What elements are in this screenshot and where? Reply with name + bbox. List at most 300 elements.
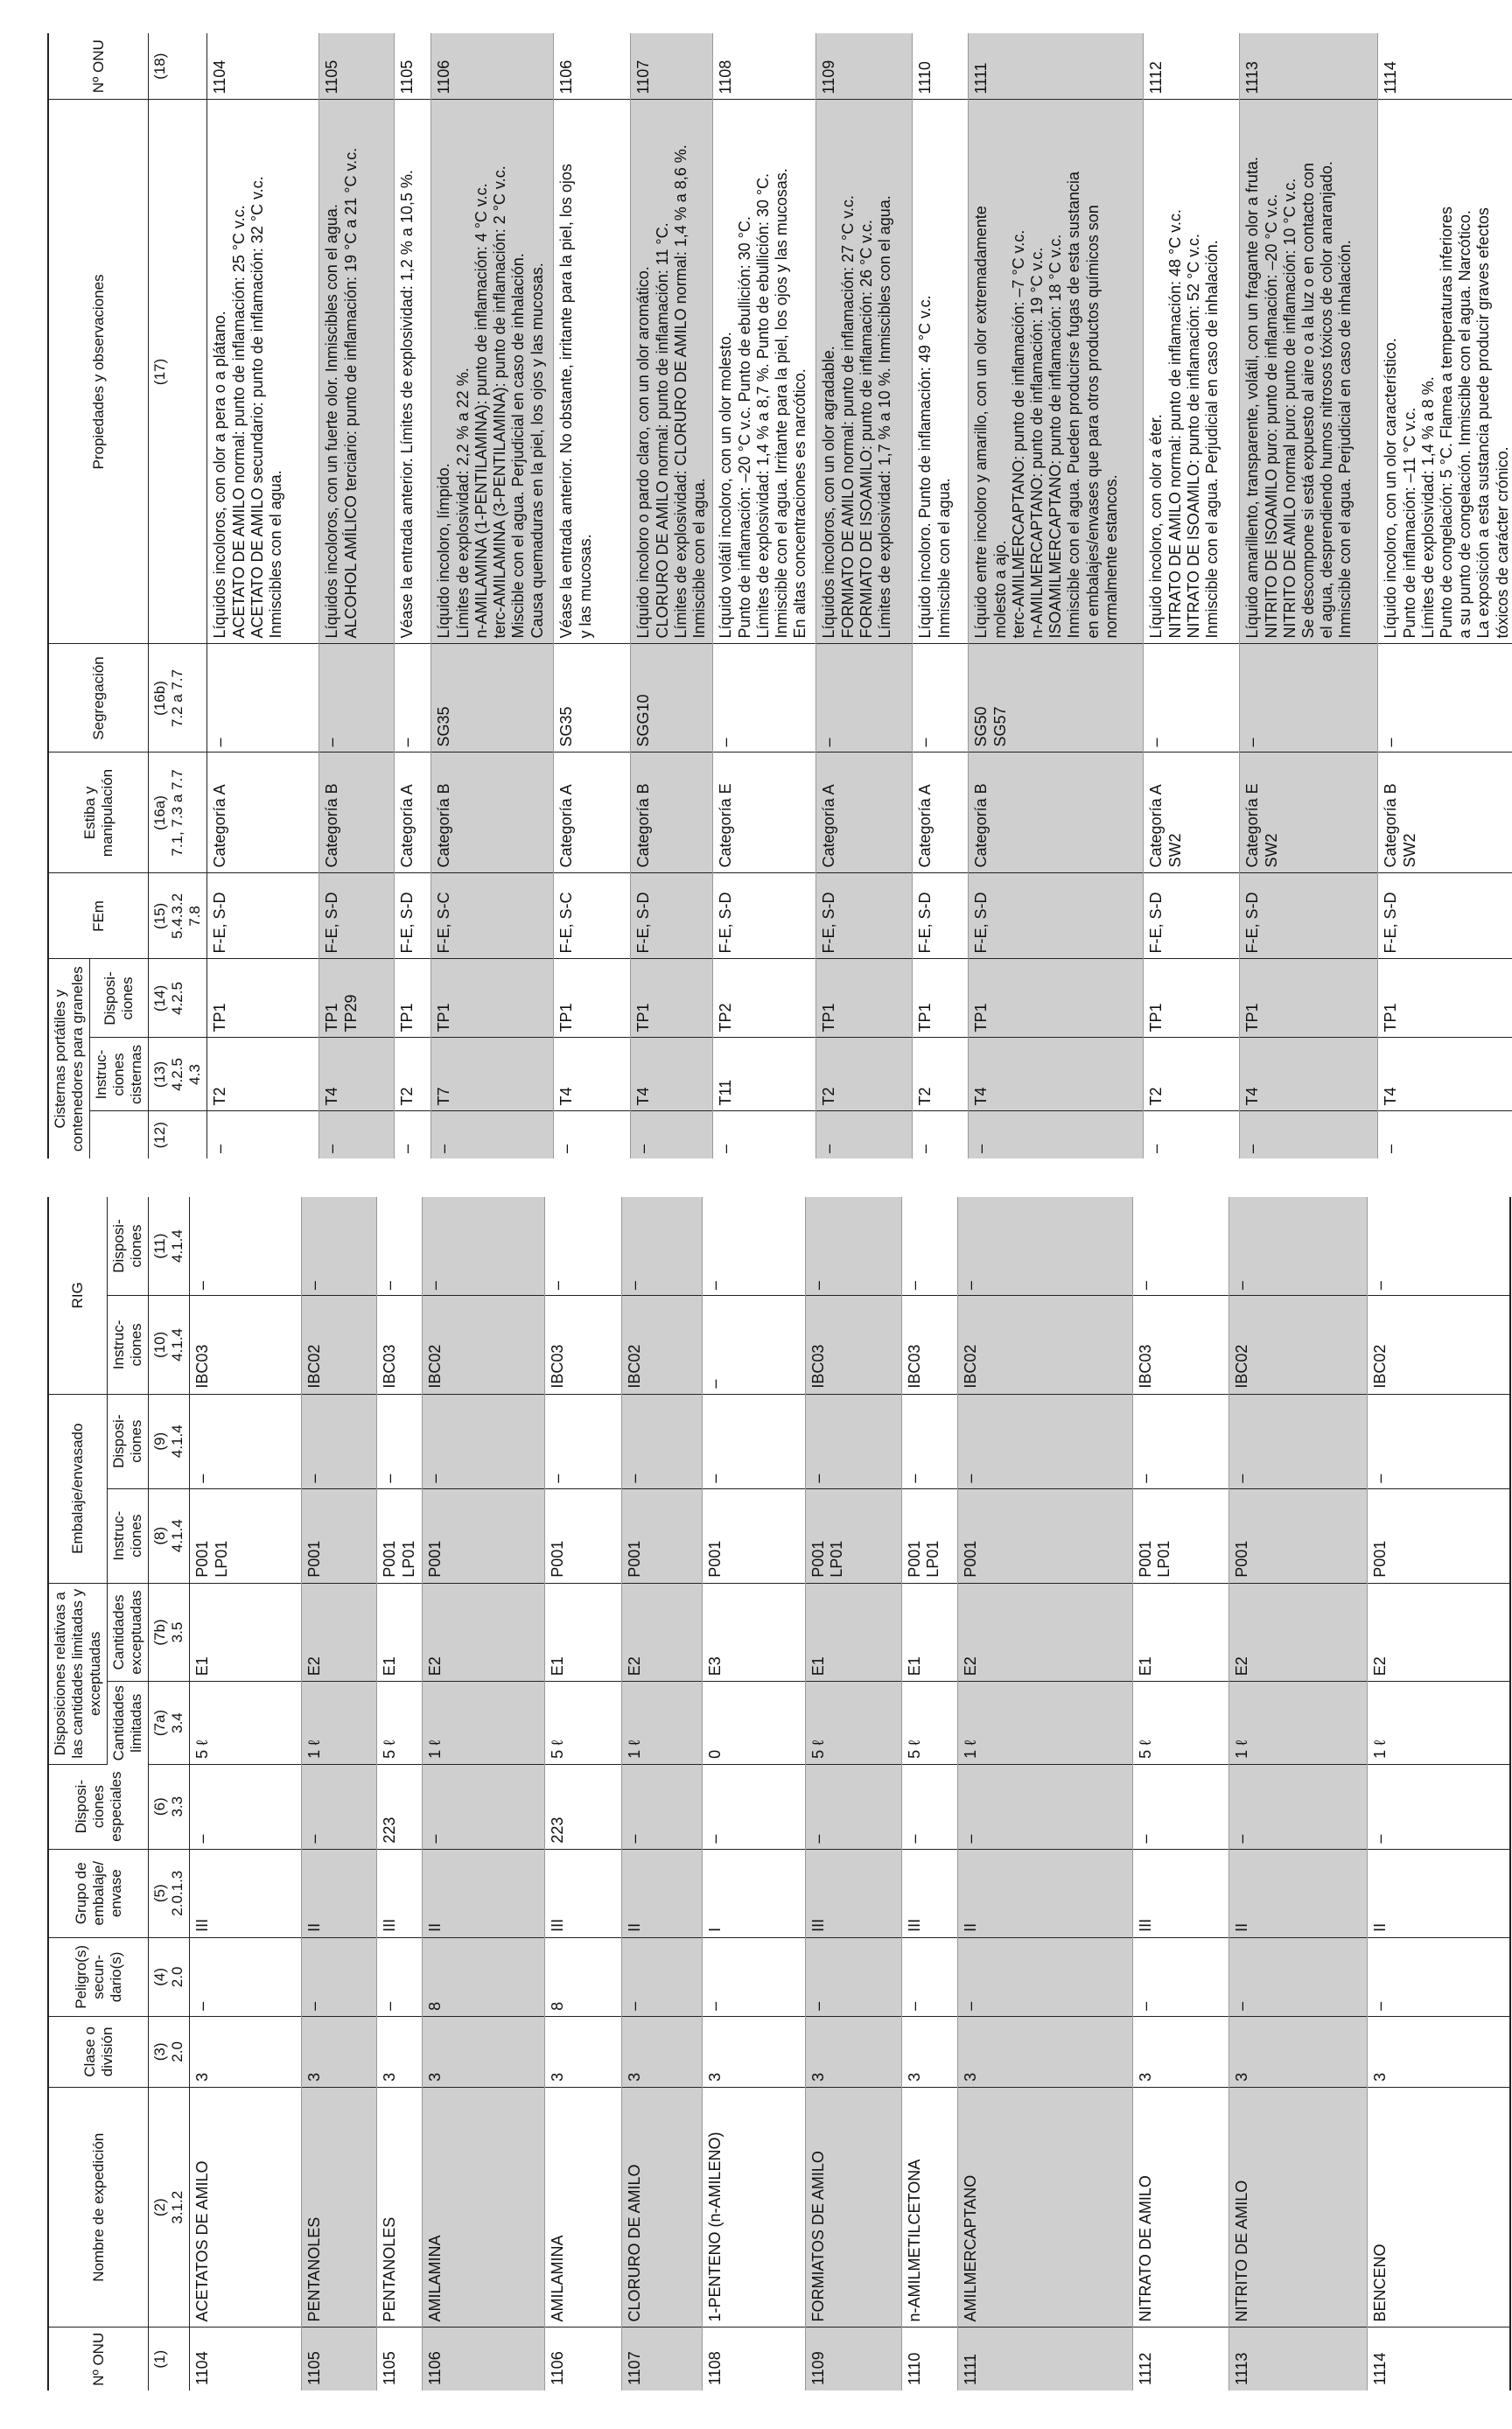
column-number-label: (6) (151, 1797, 169, 1816)
property-line: ACETATO DE AMILO secundario: punto de inflamación: 32 °C v.c. (248, 176, 266, 639)
property-line: Líquido entre incoloro y amarillo, con un olor extremadamente (972, 206, 990, 639)
properties-cell (395, 100, 431, 644)
stowage-code: Categoría B (435, 783, 453, 868)
column-reference: 7.8 (186, 906, 204, 927)
header-special-provisions: Disposi- ciones especiales (48, 1764, 149, 1849)
stowage-cell (319, 752, 395, 873)
un-number-cell: 1105 (302, 2328, 377, 2390)
packing-group-cell: II (302, 1849, 377, 1937)
table-row (901, 1197, 957, 2390)
header-stowage: Estiba y manipulación (48, 752, 149, 873)
property-line: Causa quemaduras en la piel, los ojos y las mucosas. (528, 262, 546, 639)
header-limited-excepted: Disposiciones relativas a las cantidades limitadas y exceptuadas (48, 1583, 108, 1764)
column-reference: 3.4 (169, 1712, 186, 1733)
class-cell: 3 (702, 2016, 805, 2087)
header-ibc-provisions: Disposi- ciones (108, 1197, 149, 1296)
property-line: Miscible con el agua. Perjudicial en caso de inhalación. (509, 253, 528, 639)
column-reference: 4.1.4 (169, 1519, 186, 1553)
excepted-quantity-cell: E2 (422, 1583, 544, 1682)
stowage-code: Categoría B (634, 783, 653, 868)
segregation-code: SG35 (435, 706, 453, 747)
column-number-label: (9) (151, 1432, 169, 1451)
property-line: Inmiscible con el agua. Pueden producirse fugas de esta sustancia (1065, 172, 1083, 639)
limited-quantity-cell: 1 ℓ (957, 1682, 1132, 1765)
col12-cell: – (395, 1111, 431, 1158)
class-cell: 3 (544, 2016, 621, 2087)
header-ibc-instructions: Instruc- ciones (108, 1296, 149, 1395)
packing-instructions-cell (805, 1488, 901, 1583)
packing-group-cell: II (957, 1849, 1132, 1937)
column-number (149, 100, 207, 644)
column-reference: 4.1.4 (169, 1229, 186, 1263)
property-line: Líquidos incoloros, con un fuerte olor. Inmiscibles con el agua. (323, 204, 341, 639)
property-line: Líquido volátil incoloro, con un olor molesto. (717, 332, 735, 639)
property-line: n-AMILAMINA (1-PENTILAMINA): punto de inflamación: 4 °C v.c. (472, 183, 490, 639)
table-row (805, 1197, 901, 2390)
property-line: Límites de explosividad: 1,4 % a 8,7 %. Punto de ebullición: 30 °C. (753, 172, 772, 639)
segregation-cell (431, 644, 554, 752)
property-line: en embalajes/envases que para otros productos químicos son (1083, 205, 1102, 639)
header-properties: Propiedades y observaciones (48, 100, 149, 644)
ibc-instructions-cell: IBC03 (1132, 1296, 1228, 1395)
table-row (969, 33, 1144, 1158)
column-number (149, 1197, 190, 1296)
tank-provisions-cell (1240, 959, 1378, 1038)
property-line: Líquido incoloro, límpido. (435, 463, 453, 639)
header-pkg-provisions: Disposi- ciones (108, 1394, 149, 1488)
table-row (422, 1197, 544, 2390)
column-number-label: (3) (151, 2042, 169, 2062)
un-number-cell: 1105 (319, 33, 395, 100)
subsidiary-risk-cell: – (302, 1937, 377, 2016)
ems-cell: F-E, S-D (319, 873, 395, 959)
un-number-cell: 1112 (1144, 33, 1240, 100)
limited-quantity-cell: 1 ℓ (302, 1682, 377, 1765)
column-number-label: (18) (151, 52, 169, 80)
column-number (149, 1394, 190, 1488)
class-cell: 3 (621, 2016, 702, 2087)
tank-instructions-cell: T4 (1378, 1038, 1512, 1111)
un-number-cell: 1105 (395, 33, 431, 100)
property-line: Inmiscibles con el agua. (267, 470, 285, 639)
class-cell: 3 (1132, 2016, 1228, 2087)
column-reference: 3.5 (169, 1621, 186, 1643)
right-table-body (207, 33, 1512, 1158)
properties-cell (554, 100, 631, 644)
excepted-quantity-cell: E1 (377, 1583, 422, 1682)
packing-instruction: P001 (961, 1540, 979, 1578)
packing-provisions-cell: – (377, 1394, 422, 1488)
tank-provision: TP1 (916, 1003, 934, 1032)
subsidiary-risk-cell: – (1228, 1937, 1367, 2016)
class-cell: 3 (1228, 2016, 1367, 2087)
special-provisions-cell: – (805, 1764, 901, 1849)
header-proper-name: Nombre de expedición (48, 2087, 149, 2328)
stowage-code: Categoría A (916, 784, 934, 868)
packing-provisions-cell: – (805, 1394, 901, 1488)
packing-group-cell: III (190, 1849, 302, 1937)
col12-cell: – (554, 1111, 631, 1158)
column-number-label: (10) (151, 1331, 169, 1359)
segregation-cell (319, 644, 395, 752)
class-cell: 3 (302, 2016, 377, 2087)
property-line: Líquido incoloro. Punto de inflamación: 49 °C v.c. (916, 295, 934, 639)
column-reference: 7.1, 7.3 a 7.7 (169, 769, 186, 857)
property-line: En altas concentraciones es narcótico. (791, 368, 809, 639)
stowage-code: Categoría A (557, 784, 576, 868)
ibc-instructions-cell: IBC03 (377, 1296, 422, 1395)
tank-provision: TP1 (435, 1003, 453, 1032)
ibc-instructions-cell: IBC02 (422, 1296, 544, 1395)
packing-instruction: P001 (1232, 1540, 1250, 1578)
stowage-cell (969, 752, 1144, 873)
segregation-code: – (211, 738, 229, 747)
limited-quantity-cell: 1 ℓ (621, 1682, 702, 1765)
properties-cell (969, 100, 1144, 644)
table-row (190, 1197, 302, 2390)
table-row (207, 33, 319, 1158)
un-number-cell: 1111 (957, 2328, 1132, 2390)
left-table-body (190, 1197, 1510, 2390)
packing-instructions-cell (377, 1488, 422, 1583)
stowage-code: Categoría B (972, 783, 990, 868)
header-pkg-instructions: Instruc- ciones (108, 1488, 149, 1583)
property-line: n-AMILMERCAPTANO: punto de inflamación: 19 °C v.c. (1028, 247, 1046, 639)
ems-cell: F-E, S-D (395, 873, 431, 959)
stowage-cell (1240, 752, 1378, 873)
packing-instructions-cell (544, 1488, 621, 1583)
packing-instruction: P001 (905, 1540, 923, 1578)
special-provisions-cell: – (302, 1764, 377, 1849)
segregation-cell (1144, 644, 1240, 752)
class-cell: 3 (957, 2016, 1132, 2087)
proper-name-cell: FORMIATOS DE AMILO (805, 2087, 901, 2328)
segregation-cell (913, 644, 969, 752)
column-number (149, 1849, 190, 1937)
column-number-label: (13) (151, 1060, 169, 1088)
header-tanks: Cisternas portátiles y contenedores para graneles (48, 959, 90, 1158)
property-line: Líquido incoloro, con olor a éter. (1147, 414, 1166, 639)
stowage-code: SW2 (1262, 833, 1280, 868)
property-line: normalmente estancos. (1102, 474, 1120, 639)
stowage-code: Categoría B (323, 783, 341, 868)
col12-cell: – (816, 1111, 913, 1158)
tank-provisions-cell (207, 959, 319, 1038)
packing-group-cell: II (621, 1849, 702, 1937)
column-number-label: (8) (151, 1526, 169, 1545)
segregation-cell (631, 644, 713, 752)
proper-name-cell: AMILAMINA (544, 2087, 621, 2328)
un-number-cell: 1104 (207, 33, 319, 100)
col12-cell: – (1144, 1111, 1240, 1158)
packing-instruction: P001 (193, 1540, 212, 1578)
stowage-cell (431, 752, 554, 873)
property-line: Punto de congelación: 5 °C. Flamea a temperaturas inferiores (1438, 206, 1456, 639)
properties-cell (1378, 100, 1512, 644)
un-number-cell: 1107 (631, 33, 713, 100)
header-ems: FEm (48, 873, 149, 959)
ibc-provisions-cell: – (302, 1197, 377, 1296)
stowage-code: Categoría E (1243, 783, 1262, 868)
ibc-provisions-cell: – (901, 1197, 957, 1296)
table-row (319, 33, 395, 1158)
property-line: Inmiscible con el agua. Perjudicial en caso de inhalación. (1203, 240, 1222, 639)
column-number (149, 1583, 190, 1682)
property-line: Límites de explosividad: 2,2 % a 22 %. (453, 368, 472, 639)
property-line: Líquidos incoloros, con un olor agradable. (820, 346, 838, 639)
tank-provisions-cell (713, 959, 816, 1038)
property-line: Inmiscible con el agua. Irritante para la piel, los ojos y las mucosas. (773, 168, 791, 639)
ems-cell: F-E, S-D (207, 873, 319, 959)
stowage-code: Categoría A (820, 784, 838, 868)
column-number-label: (5) (151, 1884, 169, 1903)
property-line: NITRITO DE ISOAMILO puro: punto de inflamación: –20 °C v.c. (1262, 193, 1280, 639)
column-number (149, 1764, 190, 1849)
packing-provisions-cell: – (621, 1394, 702, 1488)
tank-instructions-cell: T4 (554, 1038, 631, 1111)
column-number-row (149, 33, 207, 1158)
column-number (149, 1682, 190, 1765)
table-row (631, 33, 713, 1158)
packing-group-cell: II (1367, 1849, 1510, 1937)
packing-instructions-cell (702, 1488, 805, 1583)
packing-group-cell: I (702, 1849, 805, 1937)
un-number-cell: 1113 (1240, 33, 1378, 100)
ibc-provisions-cell: – (190, 1197, 302, 1296)
col12-cell: – (207, 1111, 319, 1158)
tank-provisions-cell (969, 959, 1144, 1038)
dangerous-goods-list-right (47, 33, 1512, 1158)
un-number-cell: 1108 (702, 2328, 805, 2390)
column-reference: 7.2 a 7.7 (169, 668, 186, 728)
property-line: Véase la entrada anterior. Límites de explosividad: 1,2 % a 10,5 %. (398, 170, 416, 639)
table-row (713, 33, 816, 1158)
property-line: NITRATO DE AMILO normal: punto de inflamación: 48 °C v.c. (1166, 209, 1184, 639)
packing-instruction: P001 (1136, 1540, 1154, 1578)
packing-provisions-cell: – (422, 1394, 544, 1488)
column-reference: 2.0.1.3 (169, 1870, 186, 1916)
ems-cell: F-E, S-D (816, 873, 913, 959)
proper-name-cell: PENTANOLES (377, 2087, 422, 2328)
header-un-no: Nº ONU (48, 2328, 149, 2390)
packing-instructions-cell (957, 1488, 1132, 1583)
property-line: Inmiscible con el agua. Perjudicial en caso de inhalación. (1336, 240, 1354, 639)
subsidiary-risk-cell: – (377, 1937, 422, 2016)
column-reference: 4.1.4 (169, 1424, 186, 1459)
ems-cell: F-E, S-D (713, 873, 816, 959)
ibc-instructions-cell: IBC03 (544, 1296, 621, 1395)
stowage-cell (395, 752, 431, 873)
packing-instructions-cell (1228, 1488, 1367, 1583)
table-row (1132, 1197, 1228, 2390)
property-line: NITRITO DE AMILO normal puro: punto de inflamación: 10 °C v.c. (1280, 178, 1298, 639)
ibc-instructions-cell: IBC02 (957, 1296, 1132, 1395)
un-number-cell: 1106 (422, 2328, 544, 2390)
tank-provision: TP1 (557, 1003, 576, 1032)
column-reference: 2.0 (169, 2041, 186, 2062)
column-number (149, 1937, 190, 2016)
subsidiary-risk-cell: 8 (544, 1937, 621, 2016)
stowage-cell (713, 752, 816, 873)
class-cell: 3 (901, 2016, 957, 2087)
tank-instructions-cell: T11 (713, 1038, 816, 1111)
tank-provisions-cell (319, 959, 395, 1038)
property-line: Límites de explosividad: CLORURO DE AMILO normal: 1,4 % a 8,6 %. (671, 144, 690, 639)
property-line: a su punto de congelación. Inmiscible con el agua. Narcótico. (1456, 210, 1474, 639)
column-number-label: (16a) (151, 795, 169, 830)
properties-cell (913, 100, 969, 644)
proper-name-cell: CLORURO DE AMILO (621, 2087, 702, 2328)
table-row (431, 33, 554, 1158)
column-reference: 4.2.5 (169, 982, 186, 1015)
special-provisions-cell: – (957, 1764, 1132, 1849)
property-line: Se descompone si está expuesto al aire o a la luz o en contacto con (1299, 163, 1318, 639)
segregation-code: – (1382, 738, 1400, 747)
column-reference: 5.4.3.2 (169, 892, 186, 939)
property-line: ACETATO DE AMILO normal: punto de inflamación: 25 °C v.c. (229, 205, 248, 639)
column-number-label: (12) (151, 1122, 169, 1149)
property-line: NITRATO DE ISOAMILO: punto de inflamación: 52 °C v.c. (1184, 234, 1202, 639)
tank-provisions-cell (631, 959, 713, 1038)
proper-name-cell: NITRATO DE AMILO (1132, 2087, 1228, 2328)
un-number-cell: 1105 (377, 2328, 422, 2390)
subsidiary-risk-cell: 8 (422, 1937, 544, 2016)
subsidiary-risk-cell: – (702, 1937, 805, 2016)
packing-instruction: P001 (1370, 1540, 1389, 1578)
property-line: Inmiscible con el agua. (690, 478, 709, 639)
segregation-code: – (1147, 738, 1166, 747)
un-number-cell: 1114 (1367, 2328, 1510, 2390)
tank-instructions-cell: T2 (395, 1038, 431, 1111)
tank-instructions-cell: T2 (913, 1038, 969, 1111)
special-provisions-cell: – (901, 1764, 957, 1849)
un-number-cell: 1107 (621, 2328, 702, 2390)
stowage-code: Categoría A (211, 784, 229, 868)
properties-cell (431, 100, 554, 644)
excepted-quantity-cell: E1 (805, 1583, 901, 1682)
ems-cell: F-E, S-D (913, 873, 969, 959)
subsidiary-risk-cell: – (190, 1937, 302, 2016)
ibc-instructions-cell: IBC02 (1228, 1296, 1367, 1395)
header-col12 (90, 1111, 149, 1158)
special-provisions-cell: 223 (377, 1764, 422, 1849)
ibc-provisions-cell: – (957, 1197, 1132, 1296)
table-row (1228, 1197, 1367, 2390)
column-number (149, 1296, 190, 1395)
stowage-cell (1378, 752, 1512, 873)
tank-provisions-cell (913, 959, 969, 1038)
property-line: molesto a ajo. (990, 540, 1009, 639)
special-provisions-cell: – (1367, 1764, 1510, 1849)
column-number (149, 959, 207, 1038)
packing-instructions-cell (422, 1488, 544, 1583)
special-provisions-cell: – (1228, 1764, 1367, 1849)
column-reference: 3.1.2 (169, 2190, 186, 2224)
un-number-cell: 1109 (816, 33, 913, 100)
header-packing-group: Grupo de embalaje/ envase (48, 1849, 149, 1937)
property-line: el agua, desprendiendo humos nitrosos tóxicos de color anaranjado. (1318, 161, 1336, 639)
packing-instruction: P001 (808, 1540, 827, 1578)
excepted-quantity-cell: E1 (544, 1583, 621, 1682)
ems-cell: F-E, S-D (1240, 873, 1378, 959)
stowage-code: Categoría B (1382, 783, 1400, 868)
property-line: Véase la entrada anterior. No obstante, irritante para la piel, los ojos (557, 164, 576, 639)
un-number-cell: 1110 (913, 33, 969, 100)
stowage-cell (816, 752, 913, 873)
packing-instruction: LP01 (1155, 1540, 1173, 1578)
property-line: ALCOHOL AMÍLICO terciario: punto de inflamación: 19 °C a 21 °C v.c. (341, 147, 360, 639)
stowage-cell (207, 752, 319, 873)
un-number-cell: 1110 (901, 2328, 957, 2390)
packing-provisions-cell: – (1132, 1394, 1228, 1488)
packing-instruction: P001 (305, 1540, 324, 1578)
property-line: FORMIATO DE AMILO normal: punto de inflamación: 27 °C v.c. (838, 195, 857, 639)
tank-provisions-cell (395, 959, 431, 1038)
column-number (149, 1488, 190, 1583)
ems-cell: F-E, S-C (554, 873, 631, 959)
ibc-instructions-cell: IBC02 (302, 1296, 377, 1395)
tank-provisions-cell (431, 959, 554, 1038)
proper-name-cell: PENTANOLES (302, 2087, 377, 2328)
packing-instruction: LP01 (399, 1540, 417, 1578)
limited-quantity-cell: 5 ℓ (1132, 1682, 1228, 1765)
packing-instruction: P001 (705, 1540, 724, 1578)
segregation-code: SG50 (972, 706, 990, 747)
excepted-quantity-cell: E3 (702, 1583, 805, 1682)
limited-quantity-cell: 5 ℓ (805, 1682, 901, 1765)
packing-instructions-cell (621, 1488, 702, 1583)
column-number (149, 33, 207, 100)
segregation-cell (713, 644, 816, 752)
excepted-quantity-cell: E1 (190, 1583, 302, 1682)
tank-provision: TP1 (211, 1003, 229, 1032)
stowage-code: Categoría A (398, 784, 416, 868)
property-line: terc-AMILAMINA (3-PENTILAMINA): punto de inflamación: 2 °C v.c. (491, 165, 509, 639)
stowage-code: Categoría A (1147, 784, 1166, 868)
segregation-cell (554, 644, 631, 752)
table-row (1367, 1197, 1510, 2390)
properties-cell (631, 100, 713, 644)
stowage-code: SW2 (1166, 833, 1184, 868)
ibc-provisions-cell: – (621, 1197, 702, 1296)
properties-cell (1144, 100, 1240, 644)
ems-cell: F-E, S-D (631, 873, 713, 959)
tank-instructions-cell: T4 (631, 1038, 713, 1111)
special-provisions-cell: – (1132, 1764, 1228, 1849)
segregation-code: – (398, 738, 416, 747)
properties-cell (1240, 100, 1378, 644)
limited-quantity-cell: 1 ℓ (1228, 1682, 1367, 1765)
properties-cell (816, 100, 913, 644)
tank-provision: TP1 (634, 1003, 653, 1032)
ibc-instructions-cell: – (702, 1296, 805, 1395)
excepted-quantity-cell: E2 (1228, 1583, 1367, 1682)
stowage-cell (913, 752, 969, 873)
header-tank-instructions: Instruc- ciones cisternas (90, 1038, 149, 1111)
column-number-label: (4) (151, 1968, 169, 1986)
packing-provisions-cell: – (901, 1394, 957, 1488)
packing-group-cell: III (544, 1849, 621, 1937)
column-number-label: (7b) (151, 1619, 169, 1646)
col12-cell: – (631, 1111, 713, 1158)
ems-cell: F-E, S-C (431, 873, 554, 959)
ibc-provisions-cell: – (702, 1197, 805, 1296)
ems-cell: F-E, S-D (1378, 873, 1512, 959)
packing-group-cell: II (422, 1849, 544, 1937)
property-line: terc-AMILMERCAPTANO: punto de inflamación: –7 °C v.c. (1009, 229, 1027, 639)
column-number-label: (14) (151, 984, 169, 1012)
column-number (149, 2016, 190, 2087)
